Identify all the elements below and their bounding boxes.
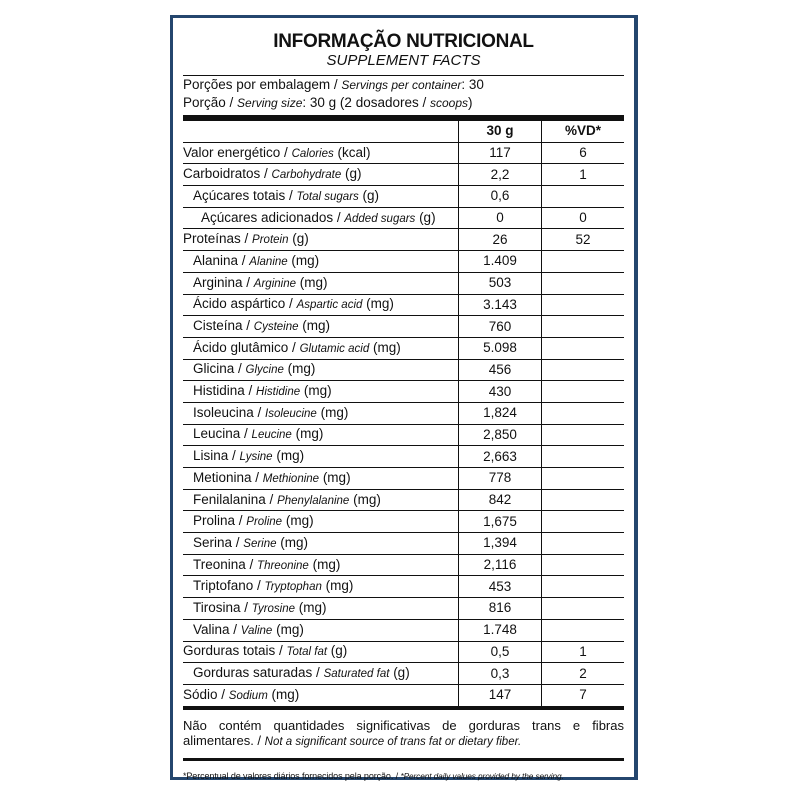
not-significant-note [183,718,624,750]
nutrient-unit: (mg) [295,599,327,615]
nutrient-unit: (mg) [291,426,324,442]
nutrient-dv [542,554,625,576]
nutrient-name [183,489,459,511]
nutrient-name-en: Alanine [249,255,288,268]
footnote-pt: *Percentual de valores diários fornecidos pela porção. / [183,770,401,781]
nutrient-amount: 1.409 [459,251,542,273]
nutrient-dv [542,337,625,359]
nutrient-name-en: Protein [252,234,289,247]
nutrient-name [183,272,459,294]
nutrient-name [183,641,459,663]
nutrient-name [183,663,459,685]
table-row [183,186,624,208]
header-amount: 30 g [459,121,542,143]
nutrient-name [183,186,459,208]
nutrition-facts-panel [170,15,638,780]
nutrient-amount: 2,2 [459,164,542,186]
nutrient-unit: (mg) [308,556,341,572]
nutrient-amount: 816 [459,598,542,620]
nutrient-name-en: Tyrosine [251,602,296,615]
nutrient-amount: 2,116 [459,554,542,576]
nutrient-amount: 2,850 [459,424,542,446]
note-pt: Não contém quantidades significativas de gorduras trans e fibras alimentares. / [183,717,624,748]
nutrient-name-en: Added sugars [344,212,416,225]
nutrient-dv: 2 [542,663,625,685]
footnote-en: *Percent daily values provided by the serving. [400,770,564,781]
nutrient-name-pt: Leucina / [193,426,252,442]
nutrient-unit: (g) [341,166,362,182]
nutrient-name-en: Saturated fat [323,668,390,681]
table-row [183,359,624,381]
nutrient-name-pt: Açúcares adicionados / [201,209,345,225]
nutrient-dv [542,381,625,403]
table-row [183,381,624,403]
nutrient-name-pt: Metionina / [193,469,263,485]
serving-size-pt: Porção / [183,95,238,110]
table-header-row [183,121,624,143]
nutrient-name-pt: Açúcares totais / [193,187,297,203]
nutrient-unit: (mg) [298,318,331,334]
nutrient-dv: 0 [542,207,625,229]
nutrient-name-pt: Fenilalanina / [193,491,278,507]
nutrient-name-pt: Ácido aspártico / [193,296,297,312]
nutrient-name [183,207,459,229]
table-row [183,446,624,468]
footnote-divider [183,758,624,761]
table-row [183,468,624,490]
nutrient-amount: 430 [459,381,542,403]
nutrient-name-pt: Proteínas / [183,231,253,247]
nutrient-dv [542,402,625,424]
nutrient-name-en: Tryptophan [264,581,322,594]
table-row [183,164,624,186]
nutrient-name [183,337,459,359]
nutrient-name [183,576,459,598]
note-en: Not a significant source of trans fat or dietary fiber. [264,735,522,748]
nutrient-name [183,402,459,424]
nutrient-name-en: Leucine [251,429,292,442]
nutrient-name-en: Total fat [286,646,328,659]
header-empty-cell [183,121,459,143]
label-subtitle: SUPPLEMENT FACTS [326,52,481,69]
nutrient-amount: 3.143 [459,294,542,316]
nutrient-amount: 1,675 [459,511,542,533]
nutrient-name-en: Methionine [262,472,320,485]
nutrient-dv [542,598,625,620]
table-row [183,251,624,273]
nutrient-amount: 842 [459,489,542,511]
nutrient-name-pt: Histidina / [193,383,257,399]
servings-per-container [183,76,624,94]
nutrient-name-pt: Ácido glutâmico / [193,339,300,355]
nutrient-unit: (mg) [272,448,305,464]
table-row [183,684,624,706]
nutrient-amount: 503 [459,272,542,294]
nutrient-dv [542,316,625,338]
nutrient-amount: 760 [459,316,542,338]
nutrient-name [183,511,459,533]
nutrient-name-pt: Alanina / [193,252,250,268]
table-row [183,641,624,663]
nutrient-unit: (mg) [296,274,328,290]
nutrient-name [183,381,459,403]
nutrient-name-en: Glutamic acid [299,342,370,355]
servings-pt: Porções por embalagem / [183,77,342,92]
table-row [183,142,624,164]
nutrient-dv [542,576,625,598]
table-row [183,229,624,251]
nutrient-name-en: Calories [291,147,334,160]
nutrient-name-pt: Serina / [193,534,244,550]
nutrient-name [183,533,459,555]
nutrient-amount: 1.748 [459,619,542,641]
nutrient-dv [542,272,625,294]
nutrient-dv [542,446,625,468]
nutrient-unit: (kcal) [333,144,371,160]
nutrient-name-pt: Lisina / [193,448,240,464]
nutrient-name [183,294,459,316]
table-row [183,424,624,446]
serving-size-en: Serving size [237,96,303,110]
nutrient-name-en: Serine [243,537,277,550]
nutrient-name-pt: Cisteína / [193,318,254,334]
nutrient-unit: (mg) [319,469,351,485]
nutrient-unit: (g) [358,187,380,203]
nutrient-name [183,554,459,576]
nutrient-name-pt: Prolina / [193,513,247,529]
nutrient-name [183,446,459,468]
nutrient-dv [542,511,625,533]
nutrient-amount: 0 [459,207,542,229]
nutrient-name-en: Arginine [253,277,296,290]
nutrition-facts-content [183,18,624,781]
table-row [183,511,624,533]
nutrient-unit: (mg) [300,383,332,399]
nutrient-name [183,598,459,620]
nutrient-dv [542,533,625,555]
nutrient-name [183,468,459,490]
nutrient-name-en: Cysteine [253,321,299,334]
table-row [183,337,624,359]
table-row [183,489,624,511]
nutrient-name-en: Sodium [228,689,268,702]
nutrient-dv: 6 [542,142,625,164]
table-row [183,294,624,316]
nutrient-name-pt: Tirosina / [193,599,252,615]
nutrient-amount: 778 [459,468,542,490]
nutrient-unit: (mg) [287,252,320,268]
nutrient-unit: (mg) [282,513,314,529]
nutrient-name [183,619,459,641]
nutrient-name-pt: Glicina / [193,361,246,377]
nutrient-amount: 1,824 [459,402,542,424]
table-row [183,207,624,229]
nutrient-name-pt: Valor energético / [183,144,292,160]
nutrient-unit: (g) [389,665,410,681]
nutrient-name-en: Proline [246,516,283,529]
nutrient-unit: (mg) [276,534,309,550]
nutrient-name [183,251,459,273]
nutrient-name-pt: Gorduras saturadas / [193,665,324,681]
table-row [183,272,624,294]
nutrient-unit: (g) [288,231,309,247]
nutrient-name-en: Phenylalanine [277,494,350,507]
table-row [183,402,624,424]
nutrient-dv: 7 [542,684,625,706]
nutrition-table [183,120,624,707]
nutrient-name-en: Isoleucine [265,407,317,420]
nutrient-amount: 0,5 [459,641,542,663]
table-row [183,533,624,555]
daily-value-footnote [183,771,624,781]
serving-size-close: ) [468,95,473,110]
nutrient-amount: 1,394 [459,533,542,555]
nutrient-unit: (mg) [272,621,304,637]
table-row [183,663,624,685]
nutrient-name [183,164,459,186]
nutrient-amount: 117 [459,142,542,164]
header-dv: %VD* [542,121,625,143]
nutrient-name-en: Aspartic acid [296,299,363,312]
nutrient-name [183,142,459,164]
nutrient-dv [542,186,625,208]
nutrient-name-en: Threonine [257,559,309,572]
nutrient-dv [542,489,625,511]
nutrient-unit: (mg) [349,491,381,507]
nutrient-name [183,359,459,381]
nutrient-dv [542,424,625,446]
nutrient-name [183,229,459,251]
nutrient-name-pt: Sódio / [183,686,229,702]
nutrient-name-pt: Valina / [193,621,241,637]
nutrient-name-en: Total sugars [296,190,359,203]
nutrient-dv: 1 [542,641,625,663]
nutrient-name [183,424,459,446]
nutrient-name-en: Valine [240,624,273,637]
nutrient-name [183,316,459,338]
nutrient-unit: (g) [327,643,348,659]
nutrient-unit: (mg) [267,686,300,702]
nutrient-unit: (g) [415,209,436,225]
nutrient-name-pt: Triptofano / [193,578,265,594]
nutrient-amount: 0,3 [459,663,542,685]
nutrient-dv: 52 [542,229,625,251]
nutrient-amount: 453 [459,576,542,598]
nutrient-name-pt: Arginina / [193,274,254,290]
label-title: INFORMAÇÃO NUTRICIONAL [273,31,534,52]
nutrient-unit: (mg) [283,361,316,377]
serving-size-unit-en: scoops [429,96,469,110]
nutrient-name-en: Carbohydrate [271,169,342,182]
nutrient-name-en: Lysine [239,451,273,464]
table-row [183,576,624,598]
table-row [183,598,624,620]
table-row [183,554,624,576]
nutrient-dv [542,359,625,381]
nutrient-amount: 26 [459,229,542,251]
nutrient-amount: 5.098 [459,337,542,359]
nutrient-name [183,684,459,706]
nutrient-amount: 456 [459,359,542,381]
nutrient-amount: 0,6 [459,186,542,208]
nutrient-amount: 2,663 [459,446,542,468]
table-bottom-divider [183,707,624,710]
table-row [183,316,624,338]
nutrient-dv [542,619,625,641]
servings-value: : 30 [461,77,484,92]
nutrient-name-pt: Gorduras totais / [183,643,287,659]
nutrient-amount: 147 [459,684,542,706]
servings-en: Servings per container [341,78,462,92]
table-row [183,619,624,641]
nutrient-dv [542,468,625,490]
serving-size [183,94,624,112]
nutrient-name-pt: Treonina / [193,556,258,572]
nutrient-name-pt: Carboidratos / [183,166,272,182]
nutrient-unit: (mg) [362,296,394,312]
nutrient-dv: 1 [542,164,625,186]
nutrient-name-en: Histidine [256,386,301,399]
nutrient-unit: (mg) [316,404,349,420]
nutrient-dv [542,251,625,273]
nutrient-dv [542,294,625,316]
nutrient-name-pt: Isoleucina / [193,404,266,420]
nutrient-name-en: Glycine [245,364,284,377]
serving-size-value: : 30 g (2 dosadores / [302,95,430,110]
nutrient-unit: (mg) [369,339,401,355]
nutrient-unit: (mg) [321,578,354,594]
